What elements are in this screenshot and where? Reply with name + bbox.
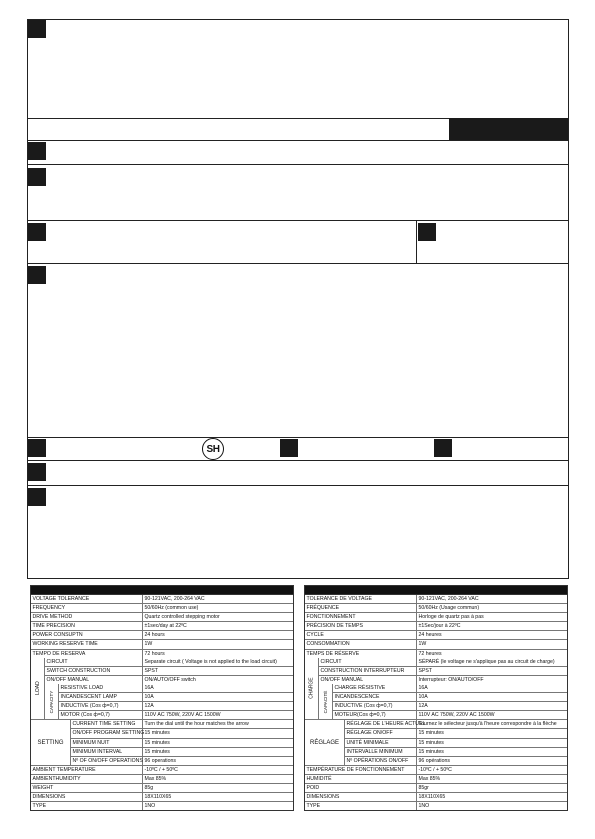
spec-value: Separate circuit ( Voltage is not applied to the load circuit) [144,658,277,665]
spec-value: 24 heures [418,632,442,639]
spec-label: ON/OFF PROGRAM SETTING [72,730,145,737]
spec-value: 85g [144,784,154,791]
spec-value: 15 minutes [144,739,170,746]
spec-label: PRÉCISION DE TEMPS [305,622,417,630]
spec-value: 1NO [418,803,430,810]
spec-label: FONCTIONNEMENT [305,613,417,621]
section-marker [28,142,46,160]
spec-label: CONSTRUCTION INTERRUPTEUR [319,667,417,675]
spec-table-fr [304,585,568,811]
load-group [305,658,567,721]
spec-value: 24 hours [144,632,165,639]
spec-row [305,802,567,810]
header-dark-bar [449,118,568,140]
spec-row [305,622,567,631]
section-marker [280,439,298,457]
spec-value: 110V AC 750W, 220V AC 1500W [418,712,495,719]
spec-row [31,650,293,658]
spec-value: 96 opérations [418,757,450,764]
spec-row [59,702,293,711]
spec-row [31,613,293,622]
load-group [31,658,293,721]
spec-row [31,622,293,631]
spec-label: RESISTIVE LOAD [59,684,143,692]
spec-value: Quartz controlled stepping motor [144,614,220,621]
spec-row [305,613,567,622]
spec-label: DRIVE METHOD [31,613,143,621]
spec-row [59,693,293,702]
section-marker [28,20,46,38]
spec-row [71,748,293,757]
spec-row [305,793,567,802]
spec-label: TOLERANCE DE VOLTAGE [305,595,417,603]
spec-row [305,604,567,613]
spec-row [305,631,567,640]
spec-label: MOTOR (Cos ф=0,7) [59,711,143,719]
spec-table-en [30,585,294,811]
spec-value: Max 85% [144,775,167,782]
spec-label: CURRENT TIME SETTING [71,720,143,728]
spec-value: 10A [144,694,154,701]
setting-group [31,720,293,765]
spec-label: POWER CONSUPTN [31,631,143,639]
section-marker [434,439,452,457]
spec-label: CHARGE RÉSISTIVE [333,684,417,692]
spec-value: 85gr [418,784,429,791]
spec-label: TEMPO DE RESERVA [31,650,143,658]
spec-value: -10ºC / + 50ºC [418,766,452,773]
spec-row [333,711,567,719]
spec-value: 18X110X65 [144,794,172,801]
spec-header-bar [31,586,293,595]
spec-row [345,729,567,738]
spec-row [305,650,567,658]
spec-row [31,766,293,775]
spec-value: 1W [418,641,427,648]
spec-value: 15 minutes [418,730,444,737]
section-marker [28,463,46,481]
spec-label: TEMPS DE RÉSERVE [305,650,417,658]
divider [28,140,568,141]
divider [28,164,568,165]
spec-value: ON/AUTO/OFF switch [144,676,196,683]
spec-value: 15 minutes [144,730,170,737]
spec-value: 1NO [144,803,156,810]
spec-label: INTERVALLE MINIMUM [345,748,417,756]
spec-label: FREQUENCY [31,604,143,612]
spec-row [31,595,293,604]
spec-row [345,748,567,757]
spec-label: SWITCH CONSTRUCTION [45,667,143,675]
spec-value: 50/60Hz (Usage commun) [418,605,480,612]
spec-value: 12A [418,703,428,710]
spec-value: 110V AC 750W, 220V AC 1500W [144,712,221,719]
spec-label: TIME PRECISION [31,622,143,630]
section-marker [28,223,46,241]
spec-label: CYCLE [305,631,417,639]
spec-value: 15 minutes [418,748,444,755]
spec-label: Nº OPÉRATIONS ON/OFF [345,757,417,765]
spec-row [333,693,567,702]
spec-label: INCANDESCENCE [333,693,417,701]
group-label: CHARGE [308,677,315,700]
spec-value: 72 heures [418,650,442,657]
spec-row [31,784,293,793]
spec-label: MINIMUM INTERVAL [71,748,143,756]
spec-row [31,604,293,613]
spec-value: 16A [418,684,428,691]
spec-row [31,793,293,802]
spec-label: WORKING RESERVE TIME [31,640,143,648]
spec-value: Turn the dial until the hour matches the arrow [144,721,249,728]
group-label: RÉGLAGE [309,739,339,746]
spec-value: 90-121VAC, 200-264 VAC [144,596,205,602]
spec-value: 50/60Hz (common use) [144,605,199,612]
section-marker [28,266,46,284]
spec-row [59,711,293,719]
spec-value: Horloge de quartz pas à pas [418,614,484,621]
spec-value: SÉPARÉ (le voltage ne s'applique pas au circuit de charge) [418,658,555,665]
spec-row [71,720,293,729]
spec-label: Nº OF ON/OFF OPERATIONS [72,757,143,764]
spec-row [305,766,567,775]
section-marker [28,168,46,186]
spec-value: 96 operations [144,757,176,764]
spec-label: TYPE [305,802,417,810]
group-label: LOAD [34,681,41,696]
spec-header-bar [305,586,567,595]
spec-value: 16A [144,684,154,691]
divider [28,460,568,461]
spec-row [31,631,293,640]
spec-label: HUMIDITÉ [305,775,417,783]
spec-label: ON/OFF MANUAL [319,676,417,684]
setting-group [305,720,567,765]
spec-label: RÉGLAGE ON/OFF [345,729,417,737]
spec-row [345,739,567,748]
spec-label: DIMENSIONS [305,793,417,801]
spec-value: 15 minutes [418,739,444,746]
spec-row [319,676,567,684]
spec-row [305,640,567,649]
spec-value: 1W [144,641,153,648]
spec-row [31,640,293,649]
divider [416,220,417,263]
spec-label: DIMENSIONS [31,793,143,801]
spec-row [71,729,293,738]
spec-row [59,684,293,693]
spec-value: SPST [144,667,159,674]
spec-label: UNITÉ MINIMALE [345,739,417,747]
divider [28,437,568,438]
spec-label: INCANDESCENT LAMP [59,693,143,701]
spec-row [319,658,567,667]
spec-row [333,702,567,711]
spec-row [45,676,293,684]
group-label: CAPACITY [48,690,54,713]
spec-label: ON/OFF MANUAL [45,676,143,684]
spec-label: INDUCTIVE (Cos ф=0,7) [59,702,143,710]
sh-badge: SH [202,438,224,460]
spec-label: AMBIENTHUMIDITY [31,775,143,783]
divider [28,485,568,486]
spec-row [345,720,567,729]
spec-value: SPST [418,667,433,674]
spec-value: ±1Sec/jour à 22ºC [418,623,461,630]
spec-value: 15 minutes [144,748,170,755]
spec-value: Max 85% [418,775,441,782]
spec-value: 72 hours [144,650,165,657]
spec-row [333,684,567,693]
section-marker [28,439,46,457]
spec-value: 12A [144,703,154,710]
spec-label: FRÉQUENCE [305,604,417,612]
spec-label: VOLTAGE TOLERANCE [31,595,143,603]
group-label: CAPACITÉ [322,690,328,713]
spec-label: RÉGLAGE DE L'HEURE ACTUEL [346,721,426,728]
spec-row [319,667,567,676]
spec-value: Interrupteur: ON/AUTO/OFF [418,676,484,683]
spec-row [305,784,567,793]
spec-label: MINIMUM NUIT [71,739,143,747]
spec-value: ±1sec/day at 22ºC [144,623,187,630]
spec-label: TYPE [31,802,143,810]
spec-label: CIRCUIT [319,658,417,666]
spec-value: 10A [418,694,428,701]
spec-label: AMBIENT TEMPERATURE [31,766,143,774]
spec-value: 18X110X65 [418,794,446,801]
spec-row [45,658,293,667]
spec-row [71,739,293,748]
spec-label: INDUCTIVE (Cos ф=0,7) [333,702,417,710]
spec-row [31,802,293,810]
spec-label: POID [305,784,417,792]
spec-label: MOTEUR(Cos ф=0,7) [333,711,417,719]
spec-value: -10ºC / + 50ºC [144,766,178,773]
spec-row [345,757,567,765]
spec-row [71,757,293,765]
spec-row [45,667,293,676]
form-frame [27,19,569,579]
spec-row [305,775,567,784]
section-marker [28,488,46,506]
spec-label: CIRCUIT [45,658,143,666]
spec-row [31,775,293,784]
section-marker [418,223,436,241]
spec-label: TEMPÉRATURE DE FONCTIONNEMENT [305,766,417,774]
spec-row [305,595,567,604]
spec-label: WEIGHT [31,784,143,792]
spec-value: 90-121VAC, 200-264 VAC [418,596,479,602]
spec-value: Tournez le sélecteur jusqu'à l'heure correspondre à la flèche [418,721,557,728]
group-label: SETTING [37,739,64,746]
divider [28,220,568,221]
spec-label: CONSOMMATION [305,640,417,648]
divider [28,263,568,264]
